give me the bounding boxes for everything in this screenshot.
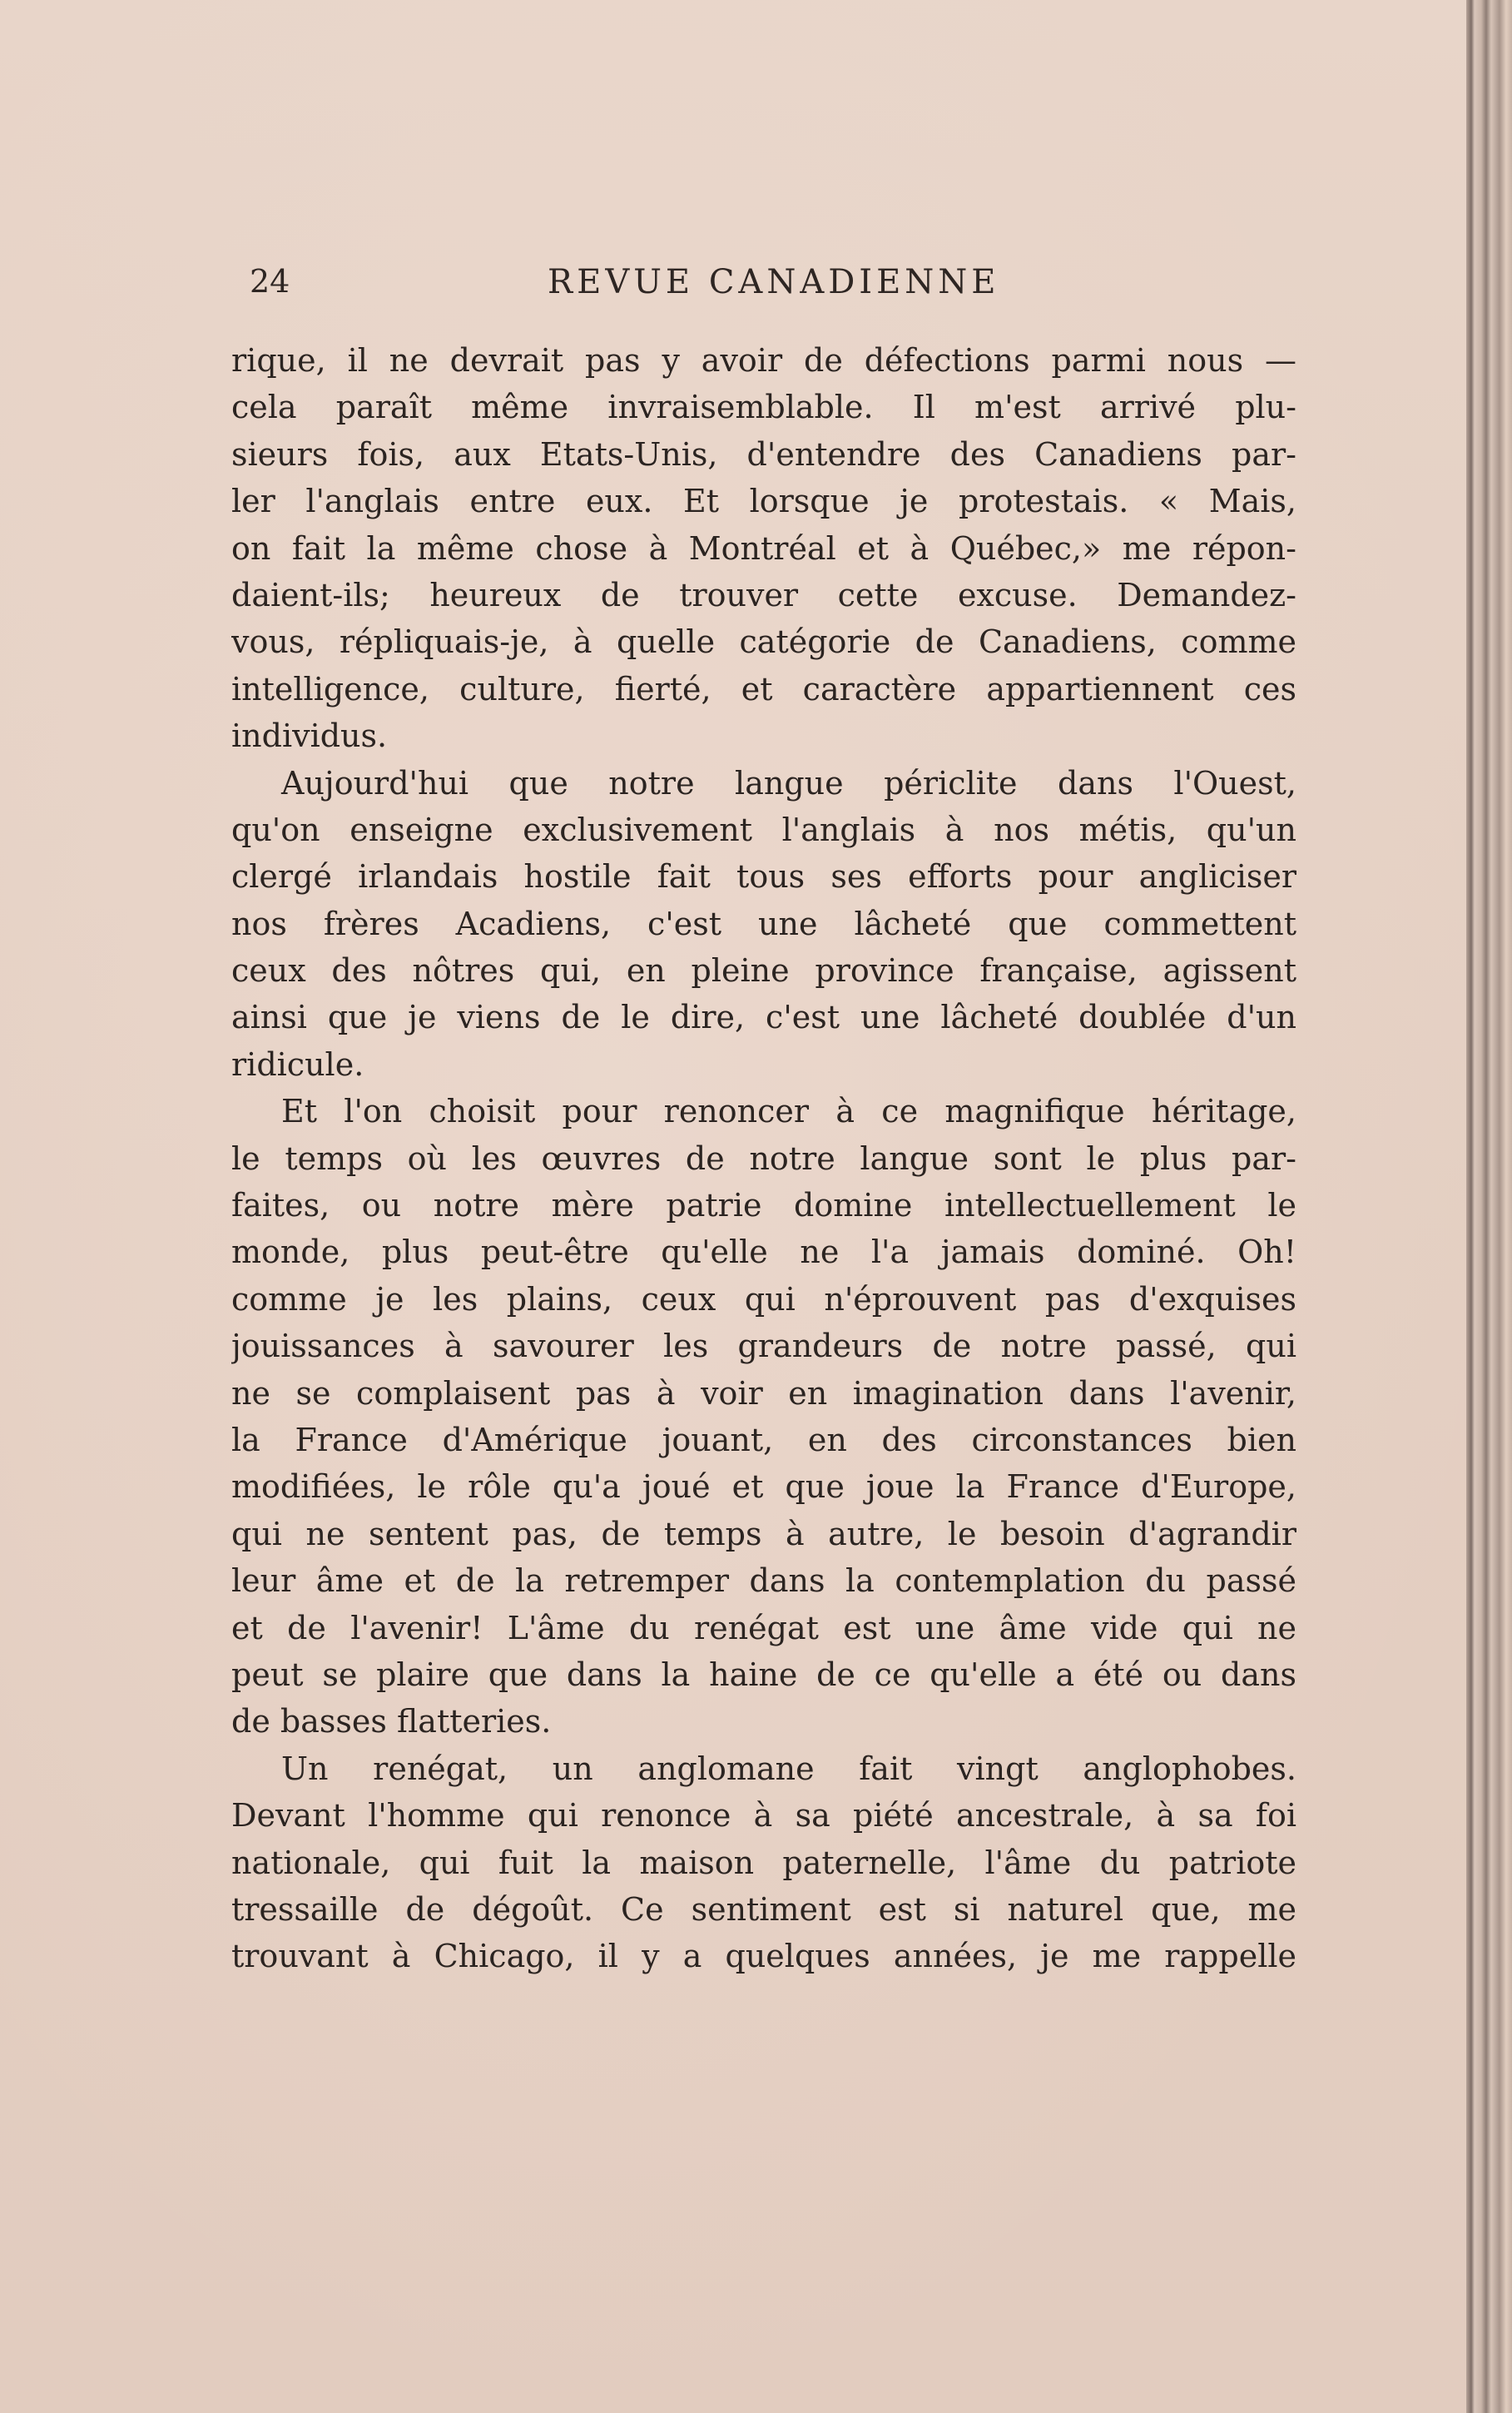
paragraph [231, 760, 1296, 1089]
text-line: Devant l'homme qui renonce à sa piété ancestrale, à sa foi [231, 1797, 1296, 1835]
page-number: 24 [250, 263, 290, 300]
text-line: individus. [231, 717, 388, 755]
text-line: vous, répliquais-je, à quelle catégorie de Canadiens, comme [231, 623, 1296, 661]
text-line: ler l'anglais entre eux. Et lorsque je protestais. « Mais, [231, 483, 1296, 520]
text-line: daient-ils; heureux de trouver cette excuse. Demandez- [231, 576, 1296, 613]
text-line: tressaille de dégoût. Ce sentiment est si naturel que, me [231, 1890, 1296, 1928]
text-line: on fait la même chose à Montréal et à Québec,» me répon- [231, 529, 1296, 567]
page-header [250, 260, 1331, 310]
text-line: clergé irlandais hostile fait tous ses efforts pour angliciser [231, 858, 1296, 896]
text-line: monde, plus peut-être qu'elle ne l'a jamais dominé. Oh! [231, 1234, 1296, 1271]
text-line: trouvant à Chicago, il y a quelques années, je me rappelle [231, 1938, 1296, 1975]
paragraph [231, 337, 1296, 760]
text-line: Un renégat, un anglomane fait vingt anglophobes. [281, 1750, 1296, 1787]
text-line: rique, il ne devrait pas y avoir de défections parmi nous — [231, 342, 1296, 379]
text-line: la France d'Amérique jouant, en des circonstances bien [231, 1421, 1296, 1458]
text-line: de basses flatteries. [231, 1703, 552, 1740]
body-text [231, 337, 1296, 1980]
text-line: qu'on enseigne exclusivement l'anglais à nos métis, qu'un [231, 811, 1296, 848]
text-line: nos frères Acadiens, c'est une lâcheté que commettent [231, 905, 1296, 942]
text-line: cela paraît même invraisemblable. Il m'est arrivé plu- [231, 389, 1296, 426]
text-line: faites, ou notre mère patrie domine intellectuellement le [231, 1187, 1296, 1224]
text-line: ne se complaisent pas à voir en imagination dans l'avenir, [231, 1374, 1296, 1412]
text-line: qui ne sentent pas, de temps à autre, le besoin d'agrandir [231, 1515, 1296, 1552]
text-line: ceux des nôtres qui, en pleine province française, agissent [231, 952, 1296, 990]
running-title: REVUE CANADIENNE [548, 263, 1000, 301]
paragraph [231, 1088, 1296, 1745]
text-line: et de l'avenir! L'âme du renégat est une âme vide qui ne [231, 1609, 1296, 1646]
text-line: modifiées, le rôle qu'a joué et que joue la France d'Europe, [231, 1468, 1296, 1506]
page-edge-binding [1466, 0, 1512, 2413]
text-line: ainsi que je viens de le dire, c'est une lâcheté doublée d'un [231, 999, 1296, 1036]
text-line: leur âme et de la retremper dans la contemplation du passé [231, 1562, 1296, 1600]
text-line: Aujourd'hui que notre langue périclite dans l'Ouest, [281, 764, 1296, 802]
text-line: nationale, qui fuit la maison paternelle, l'âme du patriote [231, 1844, 1296, 1881]
text-line: intelligence, culture, fierté, et caractère appartiennent ces [231, 670, 1296, 708]
text-line: comme je les plains, ceux qui n'éprouvent pas d'exquises [231, 1280, 1296, 1318]
text-line: peut se plaire que dans la haine de ce qu'elle a été ou dans [231, 1656, 1296, 1693]
text-line: sieurs fois, aux Etats-Unis, d'entendre des Canadiens par- [231, 435, 1296, 473]
paragraph [231, 1745, 1296, 1980]
text-line: Et l'on choisit pour renoncer à ce magnifique héritage, [281, 1093, 1296, 1130]
text-line: le temps où les œuvres de notre langue sont le plus par- [231, 1139, 1296, 1177]
text-line: jouissances à savourer les grandeurs de notre passé, qui [231, 1328, 1296, 1365]
text-line: ridicule. [231, 1045, 364, 1083]
